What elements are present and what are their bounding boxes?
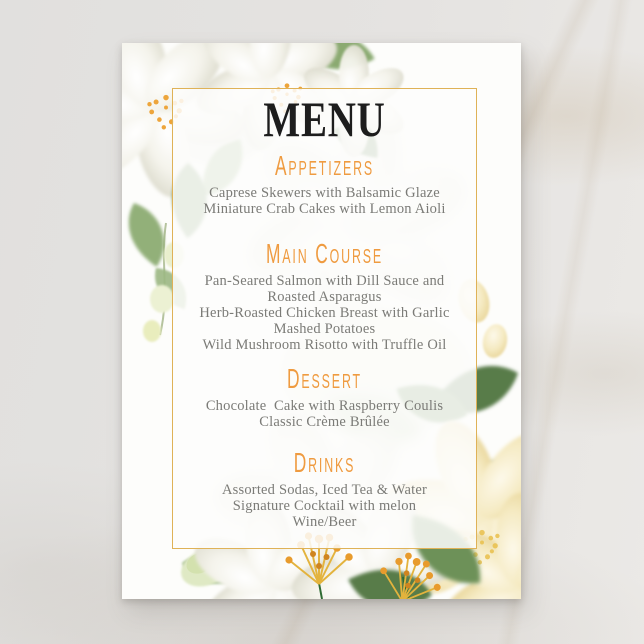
menu-section-dessert (173, 364, 476, 430)
section-heading-dessert: Dessert (287, 363, 362, 394)
menu-item: Herb-Roasted Chicken Breast with Garlic Mashed Potatoes (199, 305, 454, 337)
menu-card (122, 43, 521, 599)
menu-item: Wine/Beer (292, 514, 357, 530)
menu-item: Signature Cocktail with melon (232, 498, 417, 514)
section-items (173, 398, 476, 430)
menu-section-main-course (173, 239, 476, 353)
menu-item: Chocolate Cake with Raspberry Coulis (205, 398, 444, 414)
section-items (173, 482, 476, 530)
menu-section-drinks (173, 448, 476, 530)
menu-item: Caprese Skewers with Balsamic Glaze (209, 185, 440, 201)
menu-panel (172, 88, 477, 549)
menu-item: Pan-Seared Salmon with Dill Sauce and Roasted Asparagus (204, 273, 449, 305)
menu-item: Wild Mushroom Risotto with Truffle Oil (202, 337, 447, 353)
menu-item: Miniature Crab Cakes with Lemon Aioli (203, 201, 446, 217)
section-heading-main-course: Main Course (265, 238, 384, 269)
section-items (173, 185, 476, 217)
section-items (173, 273, 476, 353)
section-heading-appetizers: Appetizers (274, 150, 375, 181)
menu-item: Classic Crème Brûlée (259, 414, 390, 430)
menu-title: MENU (263, 91, 386, 147)
menu-item: Assorted Sodas, Iced Tea & Water (221, 482, 428, 498)
menu-section-appetizers (173, 151, 476, 217)
section-heading-drinks: Drinks (293, 447, 356, 478)
